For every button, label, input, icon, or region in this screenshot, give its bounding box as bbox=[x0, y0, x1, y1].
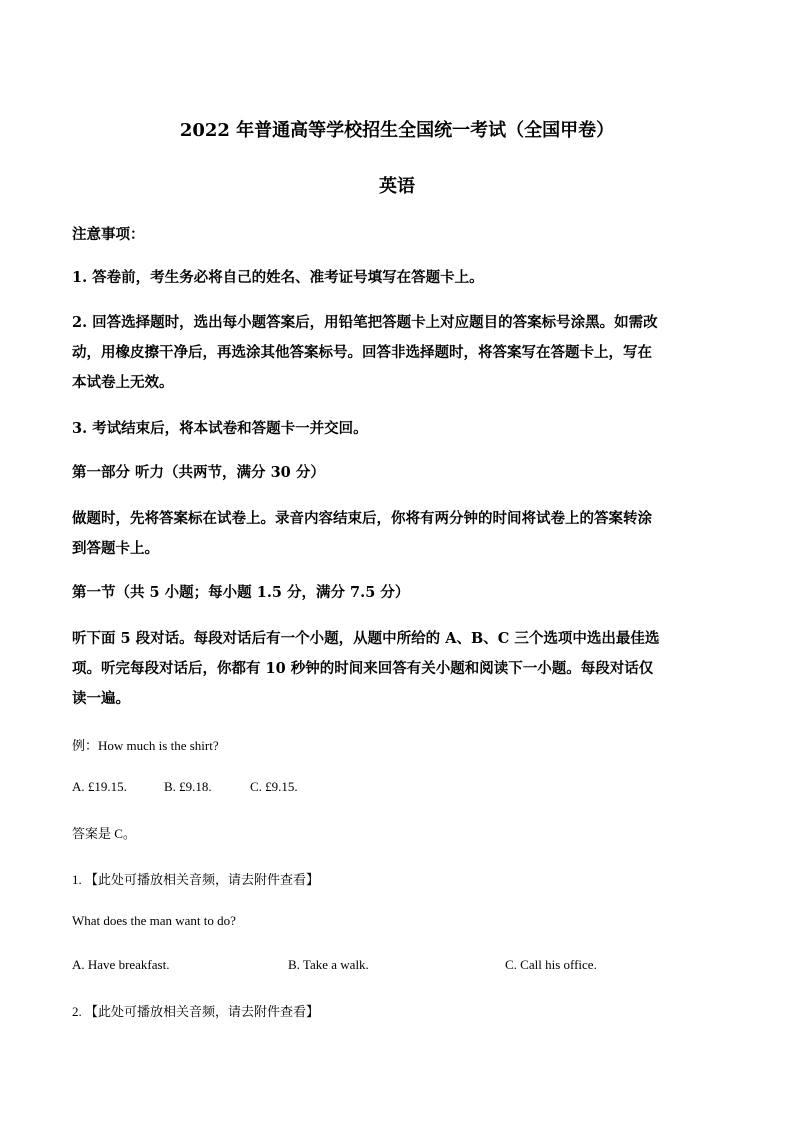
part1-heading: 第一部分 听力（共两节，满分 30 分） bbox=[72, 464, 325, 481]
example-option-b: B. £9.18. bbox=[164, 779, 212, 794]
question-1-text: What does the man want to do? bbox=[72, 913, 236, 928]
notes-item-2-line-2: 动，用橡皮擦干净后，再选涂其他答案标号。回答非选择题时，将答案写在答题卡上，写在 bbox=[72, 344, 652, 361]
question-2-label: 2. 【此处可播放相关音频，请去附件查看】 bbox=[72, 1004, 320, 1019]
section1-instruction-line-1: 听下面 5 段对话。每段对话后有一个小题，从题中所给的 A、B、C 三个选项中选出最佳选 bbox=[72, 630, 660, 647]
exam-title: 2022 年普通高等学校招生全国统一考试（全国甲卷） bbox=[179, 120, 615, 141]
example-answer: 答案是 C。 bbox=[72, 826, 136, 841]
notes-heading: 注意事项： bbox=[72, 226, 145, 243]
question-1-option-b: B. Take a walk. bbox=[288, 957, 369, 972]
example-option-a: A. £19.15. bbox=[72, 779, 127, 794]
example-option-c: C. £9.15. bbox=[250, 779, 298, 794]
question-1-label: 1. 【此处可播放相关音频，请去附件查看】 bbox=[72, 872, 320, 887]
notes-item-2-line-1: 2. 回答选择题时，选出每小题答案后，用铅笔把答题卡上对应题目的答案标号涂黑。如需改 bbox=[72, 314, 658, 331]
question-1-option-c: C. Call his office. bbox=[505, 957, 597, 972]
section1-heading: 第一节（共 5 小题；每小题 1.5 分，满分 7.5 分） bbox=[72, 584, 410, 601]
notes-item-1: 1. 答卷前，考生务必将自己的姓名、准考证号填写在答题卡上。 bbox=[72, 269, 484, 286]
section1-instruction-line-2: 项。听完每段对话后，你都有 10 秒钟的时间来回答有关小题和阅读下一小题。每段对话仅 bbox=[72, 660, 654, 677]
exam-page bbox=[72, 0, 722, 1123]
section1-instruction-line-3: 读一遍。 bbox=[72, 690, 130, 707]
notes-item-3: 3. 考试结束后，将本试卷和答题卡一并交回。 bbox=[72, 420, 368, 437]
notes-item-2-line-3: 本试卷上无效。 bbox=[72, 374, 174, 391]
question-1-option-a: A. Have breakfast. bbox=[72, 957, 170, 972]
part1-instruction-line-2: 到答题卡上。 bbox=[72, 540, 159, 557]
subject-title: 英语 bbox=[379, 176, 415, 197]
example-question: 例：How much is the shirt? bbox=[72, 738, 219, 753]
part1-instruction-line-1: 做题时，先将答案标在试卷上。录音内容结束后，你将有两分钟的时间将试卷上的答案转涂 bbox=[72, 510, 652, 527]
